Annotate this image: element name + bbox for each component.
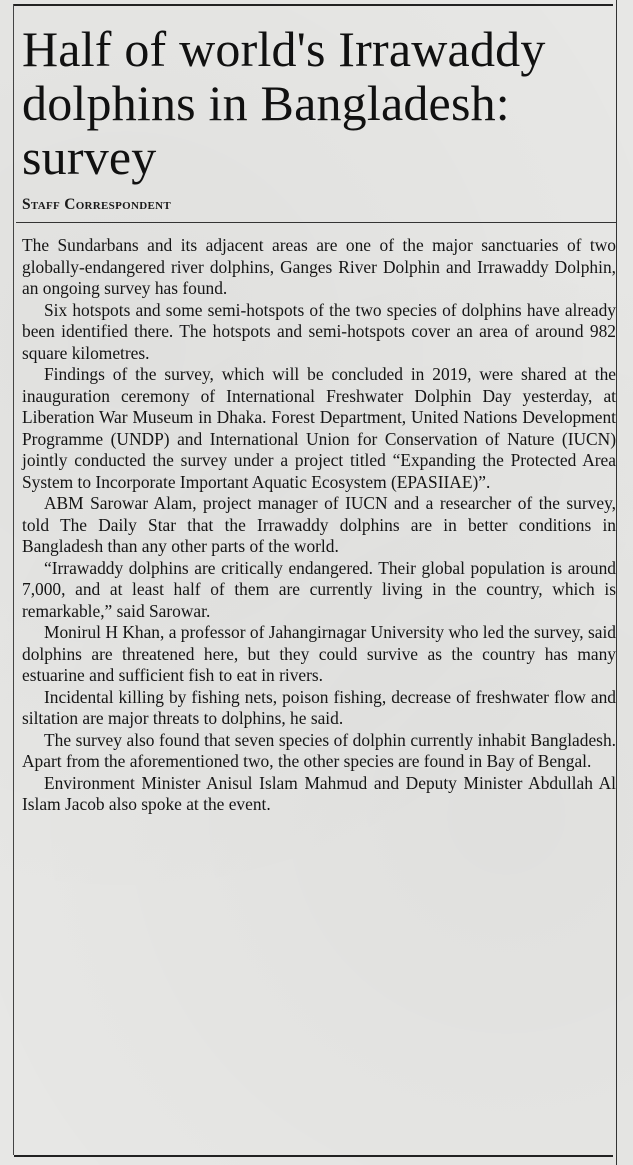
article [22,22,616,816]
paragraph-1: The Sundarbans and its adjacent areas are one of the major sanctuaries of two globally-endangered river dolphins, Ganges River Dolphin and Irrawaddy Dolphin, an ongoing survey has found. [22,235,616,298]
paragraph-9: Environment Minister Anisul Islam Mahmud and Deputy Minister Abdullah Al Islam Jacob also spoke at the event. [22,772,616,814]
top-rule [14,4,613,6]
headline: Half of world's Irrawaddy dolphins in Bangladesh: survey [22,21,546,185]
paragraph-7: Incidental killing by fishing nets, poison fishing, decrease of freshwater flow and siltation are major threats to dolphins, he said. [22,686,616,728]
byline: Staff Correspondent [22,196,171,213]
paragraph-5: “Irrawaddy dolphins are critically endangered. Their global population is around 7,000, and at least half of them are currently living in the country, which is remarkable,” said Sarowar. [22,557,616,621]
byline-rule [16,222,616,223]
paragraph-6: Monirul H Khan, a professor of Jahangirnagar University who led the survey, said dolphins are threatened here, but they could survive as the country has many estuarine and sufficient fish to eat in rivers. [22,622,616,685]
right-column-rule [616,0,617,1165]
bottom-rule [14,1155,613,1157]
left-column-rule [13,4,14,1155]
paragraph-4: ABM Sarowar Alam, project manager of IUCN and a researcher of the survey, told The Daily Star that the Irrawaddy dolphins are in better conditions in Bangladesh than any other parts of the world. [22,493,616,556]
article-body [22,235,616,816]
paragraph-2: Six hotspots and some semi-hotspots of the two species of dolphins have already been identified there. The hotspots and semi-hotspots cover an area of around 982 square kilometres. [22,299,616,363]
paragraph-3: Findings of the survey, which will be concluded in 2019, were shared at the inauguration ceremony of International Freshwater Dolphin Day yesterday, at Liberation War Museum in Dhaka. Forest Department, United Nations Development Programme (UNDP) and International Union for Conservation of Nature (IUCN) jointly conducted the survey under a project titled “Expanding the Protected Area System to Incorporate Important Aquatic Ecosystem (EPASIIAE)”. [22,364,616,492]
paragraph-8: The survey also found that seven species of dolphin currently inhabit Bangladesh. Apart from the aforementioned two, the other species are found in Bay of Bengal. [22,729,616,771]
